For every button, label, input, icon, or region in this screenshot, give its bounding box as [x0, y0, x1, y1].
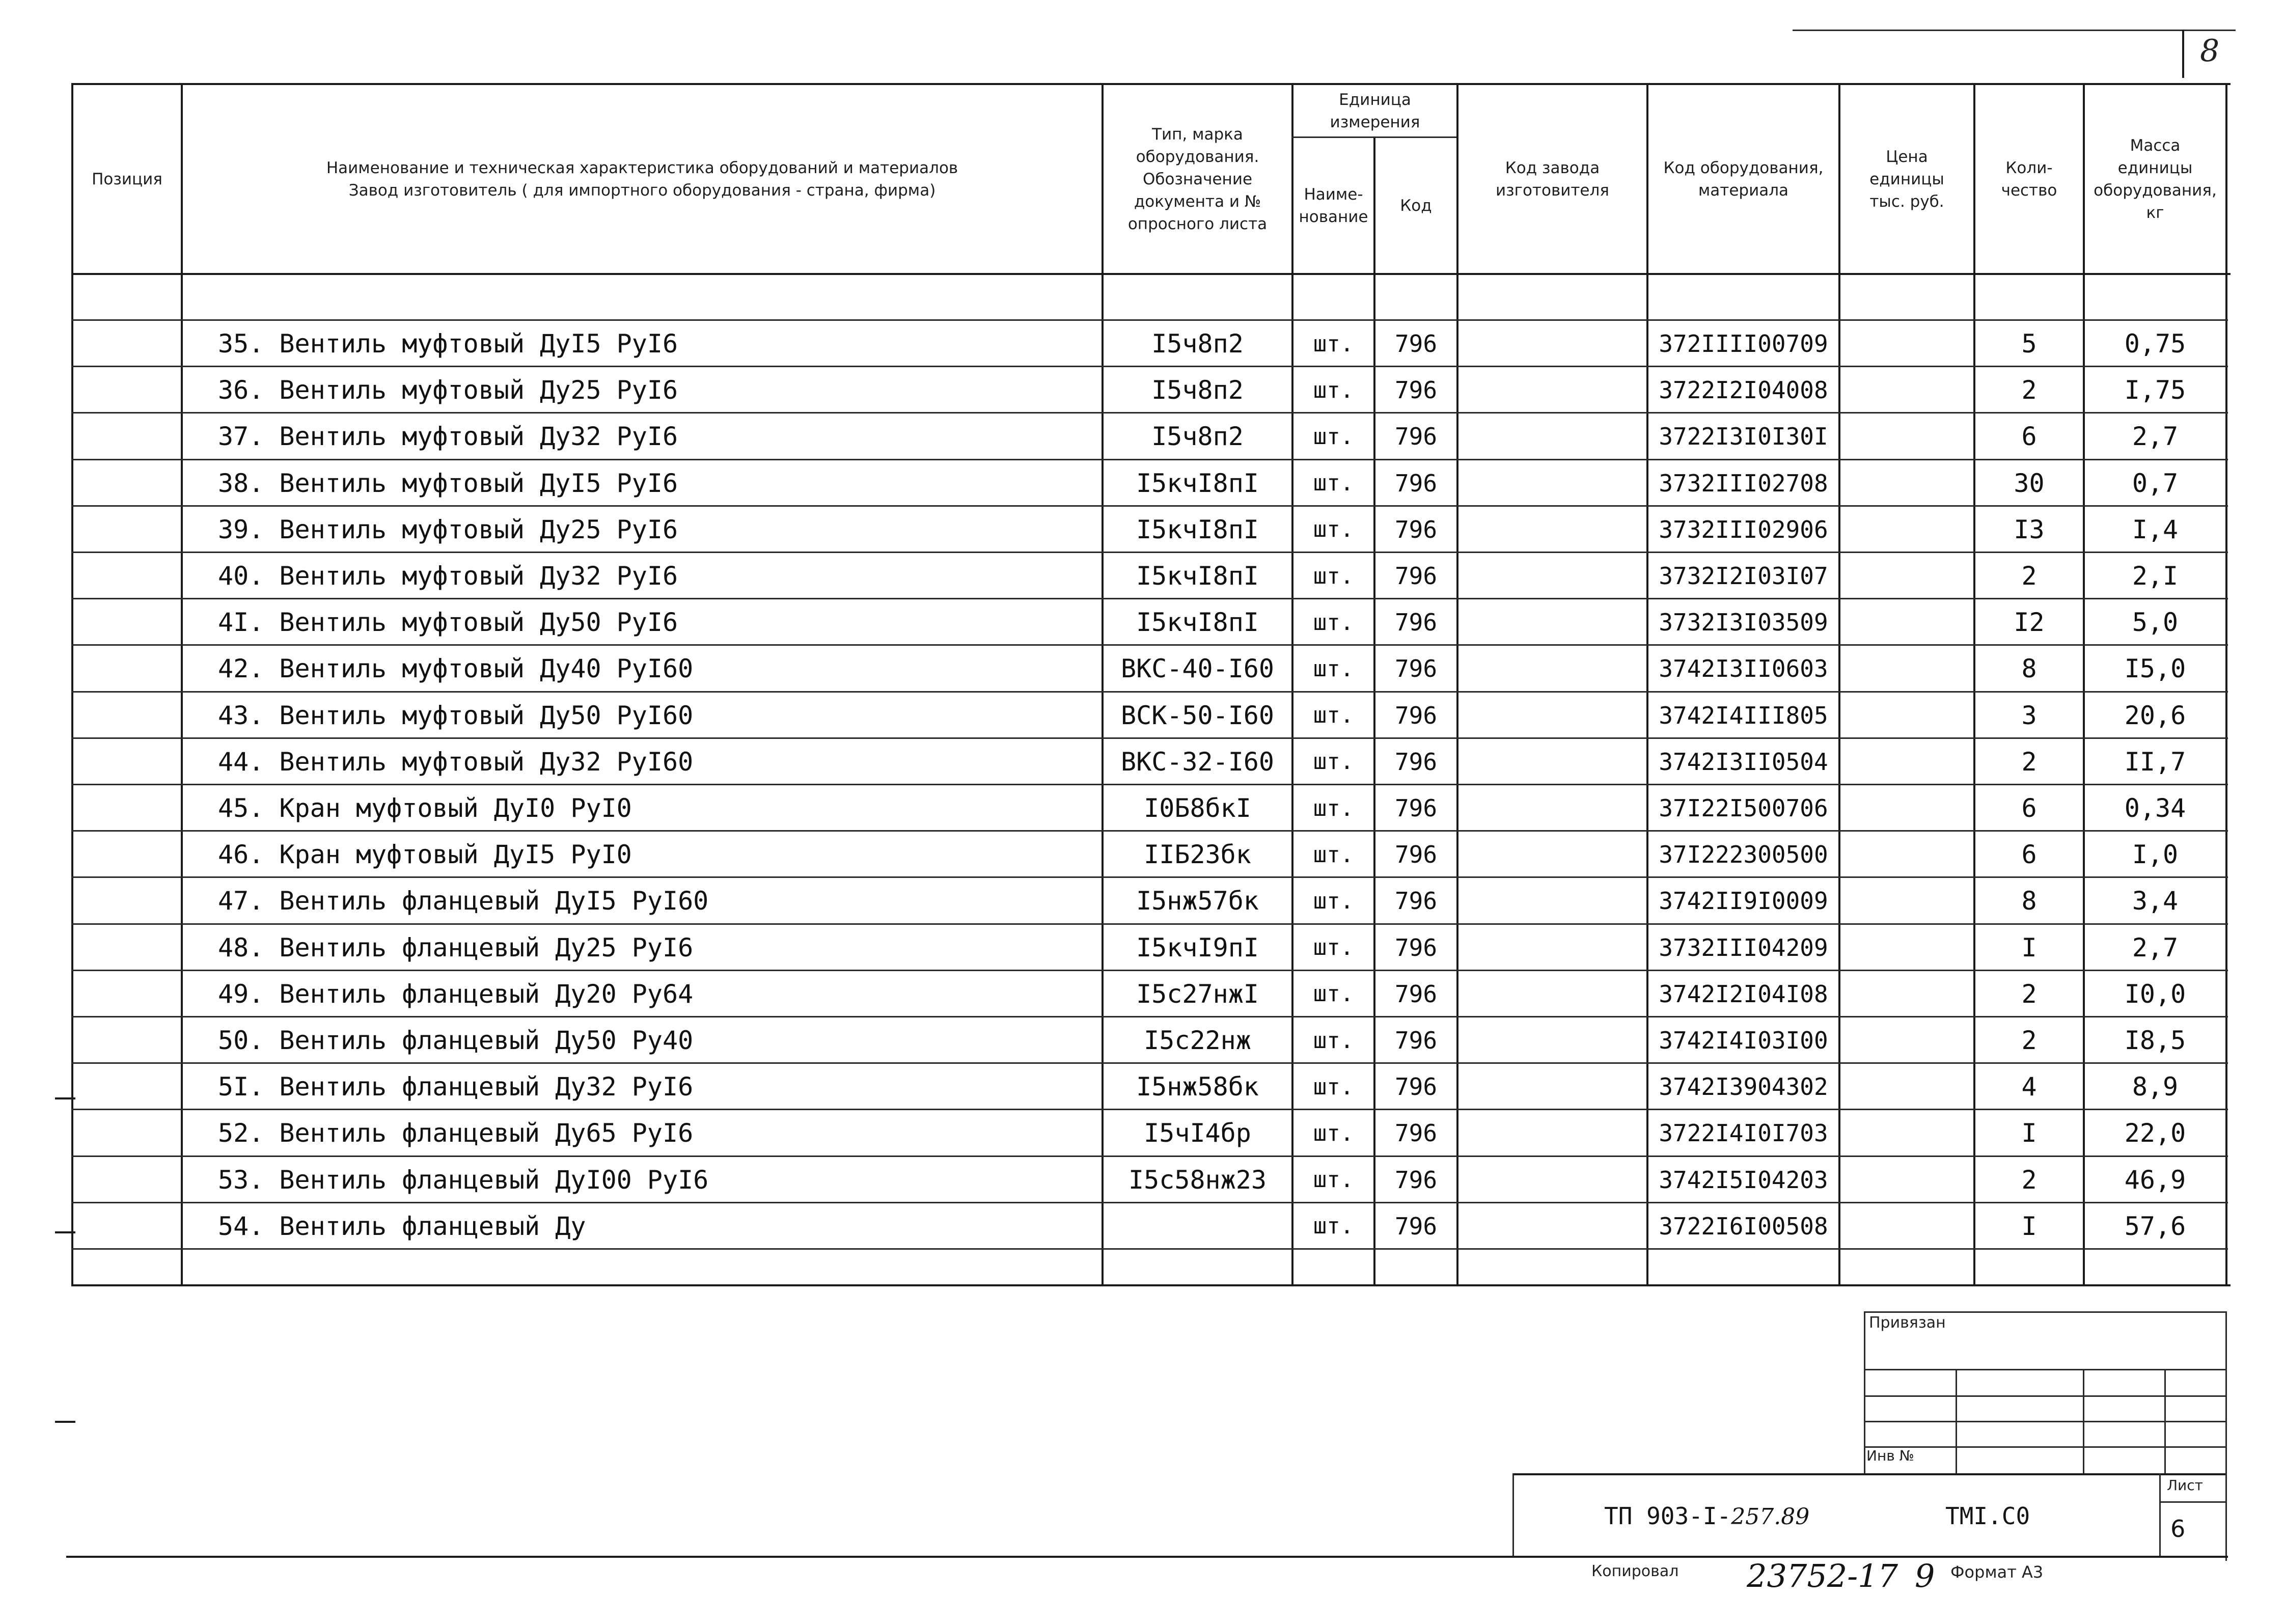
item-quantity: 6	[2021, 840, 2037, 870]
header-position: Позиция	[92, 170, 162, 188]
item-equipment-code: 3742I4III805	[1659, 701, 1828, 729]
item-mass: I8,5	[2124, 1026, 2186, 1055]
item-unit: шт.	[1313, 841, 1354, 868]
item-equipment-code: 37I22I500706	[1659, 794, 1828, 822]
item-type-mark: ВСК-50-I60	[1120, 700, 1275, 730]
item-type-mark	[1104, 1203, 1291, 1249]
item-equipment-code: 3732III04209	[1659, 933, 1828, 961]
item-type-mark: I5ч8п2	[1151, 422, 1244, 452]
item-unit-code: 796	[1394, 1212, 1438, 1240]
item-quantity: 2	[2021, 1165, 2037, 1195]
item-equipment-code: 3722I2I04008	[1659, 376, 1828, 404]
margin-tick-3	[55, 1421, 75, 1423]
item-type-mark: ВКС-32-I60	[1120, 747, 1275, 777]
item-equipment-code: 37I222300500	[1659, 841, 1828, 869]
item-equipment-code: 3722I3I0I30I	[1659, 423, 1828, 451]
margin-tick-2	[55, 1231, 75, 1233]
item-name: 42. Вентиль муфтовый Ду40 РуI60	[218, 654, 694, 684]
item-name: 52. Вентиль фланцевый Ду65 РуI6	[218, 1118, 694, 1148]
item-mass: I,75	[2124, 375, 2186, 405]
item-mass: 3,4	[2132, 886, 2179, 916]
item-mass: 2,7	[2132, 932, 2179, 962]
item-mass: 22,0	[2124, 1118, 2186, 1148]
sheet-number: 6	[2170, 1515, 2186, 1543]
item-mass: 0,7	[2132, 468, 2179, 498]
item-name: 43. Вентиль муфтовый Ду50 РуI60	[218, 700, 694, 730]
item-mass: 46,9	[2124, 1165, 2186, 1195]
item-quantity: 2	[2021, 979, 2037, 1009]
table-right-border	[2225, 83, 2227, 1286]
item-unit: шт.	[1313, 934, 1354, 961]
item-equipment-code: 372IIII00709	[1659, 330, 1828, 357]
item-name: 39. Вентиль муфтовый Ду25 РуI6	[218, 514, 678, 544]
item-unit-code: 796	[1394, 887, 1438, 915]
item-unit: шт.	[1313, 331, 1354, 357]
item-quantity: 8	[2021, 654, 2037, 684]
item-name: 4I. Вентиль муфтовый Ду50 РуI6	[218, 608, 678, 638]
title-block-sheet-sep	[2159, 1473, 2161, 1557]
item-name: 38. Вентиль муфтовый ДуI5 РуI6	[218, 468, 678, 498]
item-unit-code: 796	[1394, 980, 1438, 1008]
item-equipment-code: 3742I4I03I00	[1659, 1027, 1828, 1054]
item-unit-code: 796	[1394, 469, 1438, 497]
item-type-mark: I5нж57бк	[1136, 886, 1259, 916]
item-mass: 2,I	[2132, 561, 2179, 591]
item-name: 46. Кран муфтовый ДуI5 РуI0	[218, 840, 632, 870]
item-name: 48. Вентиль фланцевый Ду25 РуI6	[218, 932, 694, 962]
item-mass: I,4	[2132, 514, 2179, 544]
set-code: ТМI.С0	[1945, 1502, 2030, 1530]
title-block-top	[1512, 1473, 2225, 1475]
item-quantity: 30	[2014, 468, 2045, 498]
item-quantity: 8	[2021, 886, 2037, 916]
header-unit-code: Код	[1400, 197, 1432, 215]
item-type-mark: I5кчI8пI	[1136, 608, 1259, 638]
item-unit-code: 796	[1394, 655, 1438, 683]
item-unit-code: 796	[1394, 376, 1438, 404]
item-unit-code: 796	[1394, 330, 1438, 357]
item-type-mark: I5кчI9пI	[1136, 932, 1259, 962]
item-unit: шт.	[1313, 609, 1354, 636]
item-unit-code: 796	[1394, 609, 1438, 637]
item-mass: 8,9	[2132, 1072, 2179, 1102]
item-mass: 57,6	[2124, 1211, 2186, 1241]
item-unit-code: 796	[1394, 423, 1438, 451]
item-quantity: 6	[2021, 422, 2037, 452]
item-equipment-code: 3732I2I03I07	[1659, 562, 1828, 590]
stamp-grid-h4	[1864, 1446, 2225, 1448]
item-type-mark: I5с27нжI	[1136, 979, 1259, 1009]
frame-bottom-line	[66, 1556, 2228, 1558]
item-unit: шт.	[1313, 1167, 1354, 1193]
item-quantity: 5	[2021, 329, 2037, 359]
item-name: 44. Вентиль муфтовый Ду32 РуI60	[218, 747, 694, 777]
item-unit-code: 796	[1394, 562, 1438, 590]
item-unit-code: 796	[1394, 701, 1438, 729]
footer-archive-number: 23752-17	[1747, 1557, 1898, 1594]
item-unit-code: 796	[1394, 1166, 1438, 1194]
item-name: 47. Вентиль фланцевый ДуI5 РуI60	[218, 886, 709, 916]
item-name: 49. Вентиль фланцевый Ду20 Ру64	[218, 979, 694, 1009]
item-unit: шт.	[1313, 1074, 1354, 1100]
footer-format-label: Формат А3	[1950, 1562, 2044, 1582]
item-mass: 20,6	[2124, 700, 2186, 730]
stamp-grid-v1	[1956, 1369, 1957, 1473]
item-quantity: I3	[2014, 514, 2045, 544]
item-unit: шт.	[1313, 749, 1354, 775]
item-quantity: 2	[2021, 747, 2037, 777]
item-quantity: I	[2021, 932, 2037, 962]
item-equipment-code: 3742I5I04203	[1659, 1166, 1828, 1194]
doc-code	[1604, 1502, 1809, 1530]
header-equipment-code: Код оборудования, материала	[1663, 158, 1824, 200]
item-equipment-code: 3732I3I03509	[1659, 609, 1828, 637]
stamp-grid-h2	[1864, 1395, 2225, 1397]
item-type-mark: I5с22нж	[1144, 1026, 1251, 1055]
header-mass: Масса единицы оборудования, кг	[2094, 136, 2217, 222]
item-equipment-code: 3742I3II0603	[1659, 655, 1828, 683]
item-equipment-code: 3732III02708	[1659, 469, 1828, 497]
item-quantity: 2	[2021, 1026, 2037, 1055]
item-type-mark: IIБ23бк	[1144, 840, 1251, 870]
doc-code-handwritten: 257.89	[1731, 1504, 1810, 1530]
stamp-grid-h1	[1864, 1369, 2225, 1370]
row-line	[71, 1248, 2228, 1250]
footer-archive-suffix: 9	[1915, 1557, 1935, 1594]
item-type-mark: I5ч8п2	[1151, 375, 1244, 405]
header-unit-name: Наиме- нование	[1299, 185, 1368, 226]
title-block-left	[1512, 1473, 1514, 1557]
item-mass: I,0	[2132, 840, 2179, 870]
table-bottom-border	[71, 1284, 2231, 1286]
page-number-mark: 8	[2200, 33, 2220, 69]
item-equipment-code: 3742I2I04I08	[1659, 980, 1828, 1008]
item-name: 45. Кран муфтовый ДуI0 РуI0	[218, 793, 632, 823]
item-unit: шт.	[1313, 795, 1354, 821]
item-unit: шт.	[1313, 1213, 1354, 1240]
item-unit: шт.	[1313, 981, 1354, 1007]
item-mass: 0,34	[2124, 793, 2186, 823]
item-type-mark: I5кчI8пI	[1136, 468, 1259, 498]
item-quantity: 2	[2021, 375, 2037, 405]
item-mass: II,7	[2124, 747, 2186, 777]
item-unit: шт.	[1313, 470, 1354, 497]
item-equipment-code: 3732III02906	[1659, 515, 1828, 543]
item-name: 50. Вентиль фланцевый Ду50 Ру40	[218, 1026, 694, 1055]
item-unit: шт.	[1313, 702, 1354, 729]
item-type-mark: I5кчI8пI	[1136, 514, 1259, 544]
stamp-attached-label: Привязан	[1869, 1314, 1946, 1332]
item-quantity: I	[2021, 1211, 2037, 1241]
stamp-top-line	[1864, 1311, 2225, 1313]
item-name: 54. Вентиль фланцевый Ду	[218, 1211, 586, 1241]
item-unit-code: 796	[1394, 1027, 1438, 1054]
item-quantity: 3	[2021, 700, 2037, 730]
corner-vline	[2182, 30, 2184, 78]
item-quantity: 2	[2021, 561, 2037, 591]
doc-code-printed: ТП 903-I-	[1604, 1502, 1731, 1530]
title-block-sheet-divider	[2159, 1501, 2225, 1503]
footer-copied-label: Копировал	[1591, 1562, 1679, 1580]
stamp-right-line	[2225, 1311, 2227, 1561]
header-factory-code: Код завода изготовителя	[1496, 158, 1609, 200]
item-type-mark: I5чI4бр	[1144, 1118, 1251, 1148]
item-unit: шт.	[1313, 377, 1354, 403]
item-unit: шт.	[1313, 423, 1354, 450]
item-mass: I0,0	[2124, 979, 2186, 1009]
item-name: 35. Вентиль муфтовый ДуI5 РуI6	[218, 329, 678, 359]
top-margin-line	[1793, 30, 2236, 31]
item-unit: шт.	[1313, 1120, 1354, 1146]
item-mass: 2,7	[2132, 422, 2179, 452]
item-type-mark: I5с58нж23	[1128, 1165, 1267, 1195]
item-unit-code: 796	[1394, 1073, 1438, 1101]
item-quantity: 6	[2021, 793, 2037, 823]
item-unit: шт.	[1313, 563, 1354, 589]
sheet-label: Лист	[2167, 1477, 2203, 1494]
stamp-grid-v3	[2164, 1369, 2166, 1473]
stamp-left-line	[1864, 1311, 1865, 1473]
item-unit-code: 796	[1394, 515, 1438, 543]
header-price: Цена единицы тыс. руб.	[1869, 147, 1944, 211]
item-name: 53. Вентиль фланцевый ДуI00 РуI6	[218, 1165, 709, 1195]
item-equipment-code: 3722I6I00508	[1659, 1212, 1828, 1240]
item-unit-code: 796	[1394, 748, 1438, 776]
item-equipment-code: 3722I4I0I703	[1659, 1119, 1828, 1147]
item-quantity: I	[2021, 1118, 2037, 1148]
header-name: Наименование и техническая характеристика оборудований и материалов Завод изготовитель ( для импортного оборудования - страна, фирма)	[326, 158, 958, 200]
item-unit: шт.	[1313, 516, 1354, 543]
item-type-mark: I5ч8п2	[1151, 329, 1244, 359]
stamp-grid-h3	[1864, 1421, 2225, 1422]
item-name: 40. Вентиль муфтовый Ду32 РуI6	[218, 561, 678, 591]
item-name: 36. Вентиль муфтовый Ду25 РуI6	[218, 375, 678, 405]
item-unit-code: 796	[1394, 841, 1438, 869]
item-name: 37. Вентиль муфтовый Ду32 РуI6	[218, 422, 678, 452]
item-unit: шт.	[1313, 888, 1354, 914]
margin-tick-1	[55, 1097, 75, 1099]
unit-group-divider	[1291, 136, 1456, 138]
item-type-mark: I5кчI8пI	[1136, 561, 1259, 591]
item-equipment-code: 3742II9I0009	[1659, 887, 1828, 915]
item-mass: 0,75	[2124, 329, 2186, 359]
item-equipment-code: 3742I3II0504	[1659, 748, 1828, 776]
item-unit-code: 796	[1394, 794, 1438, 822]
item-quantity: 4	[2021, 1072, 2037, 1102]
item-equipment-code: 3742I3904302	[1659, 1073, 1828, 1101]
item-mass: 5,0	[2132, 608, 2179, 638]
item-type-mark: I0Б8бкI	[1144, 793, 1251, 823]
item-type-mark: I5нж58бк	[1136, 1072, 1259, 1102]
header-type-mark: Тип, марка оборудования. Обозначение документа и № опросного листа	[1127, 125, 1268, 233]
header-bottom-border	[71, 273, 2231, 275]
item-unit: шт.	[1313, 1027, 1354, 1054]
item-unit-code: 796	[1394, 933, 1438, 961]
stamp-inv-label: Инв №	[1866, 1447, 1914, 1464]
item-mass: I5,0	[2124, 654, 2186, 684]
header-quantity: Коли- чество	[2001, 158, 2057, 200]
item-type-mark: ВКС-40-I60	[1120, 654, 1275, 684]
item-quantity: I2	[2014, 608, 2045, 638]
item-name: 5I. Вентиль фланцевый Ду32 РуI6	[218, 1072, 694, 1102]
item-unit-code: 796	[1394, 1119, 1438, 1147]
header-unit-group: Единица измерения	[1330, 90, 1420, 131]
item-unit: шт.	[1313, 655, 1354, 682]
stamp-grid-v2	[2083, 1369, 2084, 1473]
